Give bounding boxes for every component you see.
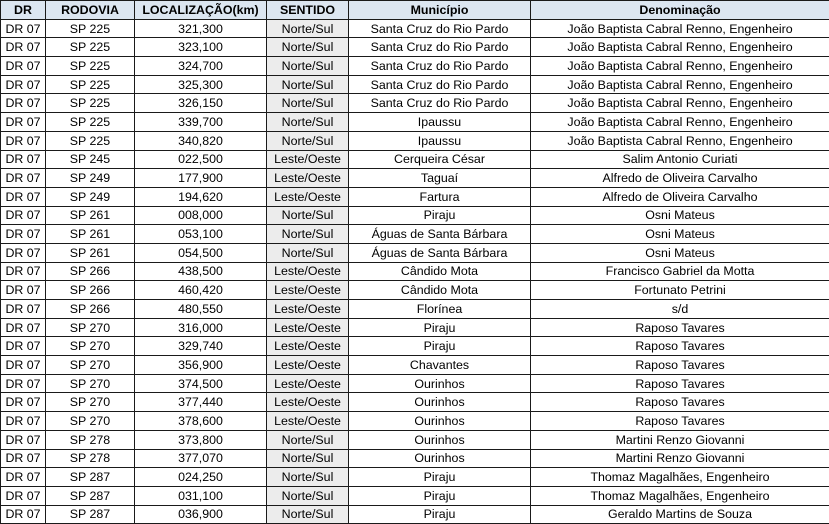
cell-sentido: Leste/Oeste (267, 281, 349, 300)
cell-rodovia: SP 261 (46, 206, 135, 225)
cell-municipio: Cândido Mota (349, 281, 531, 300)
cell-sentido: Leste/Oeste (267, 337, 349, 356)
cell-localizacao: 324,700 (135, 57, 267, 76)
cell-municipio: Piraju (349, 468, 531, 487)
cell-dr: DR 07 (1, 356, 46, 375)
table-row (1, 300, 829, 319)
cell-rodovia: SP 270 (46, 337, 135, 356)
table-row (1, 468, 829, 487)
cell-denominacao: Thomaz Magalhães, Engenheiro (531, 468, 829, 487)
cell-rodovia: SP 270 (46, 356, 135, 375)
cell-localizacao: 326,150 (135, 94, 267, 113)
cell-sentido: Norte/Sul (267, 113, 349, 132)
table-row (1, 337, 829, 356)
cell-dr: DR 07 (1, 262, 46, 281)
cell-localizacao: 325,300 (135, 75, 267, 94)
table-row (1, 243, 829, 262)
cell-sentido: Norte/Sul (267, 38, 349, 57)
header-municipio: Município (349, 1, 531, 20)
cell-sentido: Norte/Sul (267, 505, 349, 524)
cell-sentido: Leste/Oeste (267, 169, 349, 188)
header-dr: DR (1, 1, 46, 20)
cell-localizacao: 438,500 (135, 262, 267, 281)
table-row (1, 374, 829, 393)
cell-dr: DR 07 (1, 281, 46, 300)
table-row (1, 57, 829, 76)
cell-dr: DR 07 (1, 169, 46, 188)
cell-localizacao: 053,100 (135, 225, 267, 244)
cell-rodovia: SP 287 (46, 486, 135, 505)
cell-denominacao: Raposo Tavares (531, 412, 829, 431)
cell-rodovia: SP 225 (46, 75, 135, 94)
cell-localizacao: 374,500 (135, 374, 267, 393)
cell-sentido: Norte/Sul (267, 225, 349, 244)
cell-localizacao: 024,250 (135, 468, 267, 487)
cell-sentido: Norte/Sul (267, 75, 349, 94)
cell-sentido: Norte/Sul (267, 57, 349, 76)
cell-municipio: Santa Cruz do Rio Pardo (349, 38, 531, 57)
cell-rodovia: SP 287 (46, 505, 135, 524)
cell-municipio: Águas de Santa Bárbara (349, 243, 531, 262)
cell-sentido: Norte/Sul (267, 243, 349, 262)
cell-denominacao: Raposo Tavares (531, 318, 829, 337)
cell-localizacao: 356,900 (135, 356, 267, 375)
cell-dr: DR 07 (1, 131, 46, 150)
cell-municipio: Piraju (349, 206, 531, 225)
table-row (1, 412, 829, 431)
table-row (1, 393, 829, 412)
cell-sentido: Leste/Oeste (267, 262, 349, 281)
cell-rodovia: SP 225 (46, 19, 135, 38)
cell-localizacao: 022,500 (135, 150, 267, 169)
cell-denominacao: Francisco Gabriel da Motta (531, 262, 829, 281)
header-sentido: SENTIDO (267, 1, 349, 20)
table-row (1, 430, 829, 449)
cell-rodovia: SP 261 (46, 225, 135, 244)
cell-rodovia: SP 245 (46, 150, 135, 169)
cell-denominacao: João Baptista Cabral Renno, Engenheiro (531, 113, 829, 132)
cell-municipio: Santa Cruz do Rio Pardo (349, 19, 531, 38)
cell-rodovia: SP 278 (46, 430, 135, 449)
cell-denominacao: Osni Mateus (531, 225, 829, 244)
cell-denominacao: Martini Renzo Giovanni (531, 430, 829, 449)
cell-dr: DR 07 (1, 468, 46, 487)
table-row (1, 281, 829, 300)
table-row (1, 169, 829, 188)
cell-sentido: Norte/Sul (267, 206, 349, 225)
header-row (1, 1, 829, 20)
table-row (1, 113, 829, 132)
cell-denominacao: João Baptista Cabral Renno, Engenheiro (531, 94, 829, 113)
cell-sentido: Norte/Sul (267, 430, 349, 449)
cell-dr: DR 07 (1, 225, 46, 244)
cell-dr: DR 07 (1, 337, 46, 356)
cell-sentido: Leste/Oeste (267, 150, 349, 169)
cell-rodovia: SP 225 (46, 38, 135, 57)
cell-dr: DR 07 (1, 412, 46, 431)
cell-sentido: Leste/Oeste (267, 374, 349, 393)
cell-dr: DR 07 (1, 75, 46, 94)
table-row (1, 187, 829, 206)
cell-dr: DR 07 (1, 150, 46, 169)
cell-denominacao: João Baptista Cabral Renno, Engenheiro (531, 38, 829, 57)
cell-rodovia: SP 266 (46, 262, 135, 281)
cell-municipio: Taguaí (349, 169, 531, 188)
cell-dr: DR 07 (1, 449, 46, 468)
table-row (1, 505, 829, 524)
cell-denominacao: Raposo Tavares (531, 374, 829, 393)
cell-sentido: Leste/Oeste (267, 356, 349, 375)
cell-rodovia: SP 270 (46, 374, 135, 393)
cell-denominacao: João Baptista Cabral Renno, Engenheiro (531, 57, 829, 76)
table-row (1, 150, 829, 169)
cell-municipio: Santa Cruz do Rio Pardo (349, 57, 531, 76)
table-row (1, 131, 829, 150)
cell-localizacao: 316,000 (135, 318, 267, 337)
cell-municipio: Cerqueira César (349, 150, 531, 169)
cell-dr: DR 07 (1, 318, 46, 337)
cell-sentido: Leste/Oeste (267, 393, 349, 412)
cell-municipio: Ourinhos (349, 430, 531, 449)
cell-sentido: Leste/Oeste (267, 318, 349, 337)
cell-denominacao: Martini Renzo Giovanni (531, 449, 829, 468)
cell-sentido: Leste/Oeste (267, 187, 349, 206)
table-row (1, 262, 829, 281)
cell-sentido: Norte/Sul (267, 131, 349, 150)
cell-municipio: Fartura (349, 187, 531, 206)
table-row (1, 206, 829, 225)
cell-localizacao: 329,740 (135, 337, 267, 356)
cell-municipio: Ourinhos (349, 374, 531, 393)
cell-municipio: Ipaussu (349, 113, 531, 132)
cell-localizacao: 373,800 (135, 430, 267, 449)
cell-localizacao: 323,100 (135, 38, 267, 57)
cell-localizacao: 339,700 (135, 113, 267, 132)
cell-municipio: Santa Cruz do Rio Pardo (349, 75, 531, 94)
cell-denominacao: João Baptista Cabral Renno, Engenheiro (531, 75, 829, 94)
cell-rodovia: SP 225 (46, 57, 135, 76)
cell-rodovia: SP 225 (46, 131, 135, 150)
cell-denominacao: Geraldo Martins de Souza (531, 505, 829, 524)
cell-sentido: Leste/Oeste (267, 412, 349, 431)
table-row (1, 356, 829, 375)
cell-rodovia: SP 270 (46, 412, 135, 431)
cell-dr: DR 07 (1, 94, 46, 113)
cell-localizacao: 378,600 (135, 412, 267, 431)
table-row (1, 19, 829, 38)
cell-dr: DR 07 (1, 393, 46, 412)
cell-sentido: Leste/Oeste (267, 300, 349, 319)
header-rodovia: RODOVIA (46, 1, 135, 20)
cell-rodovia: SP 225 (46, 113, 135, 132)
cell-rodovia: SP 270 (46, 318, 135, 337)
cell-localizacao: 480,550 (135, 300, 267, 319)
cell-rodovia: SP 225 (46, 94, 135, 113)
table-row (1, 38, 829, 57)
cell-localizacao: 036,900 (135, 505, 267, 524)
cell-localizacao: 177,900 (135, 169, 267, 188)
cell-dr: DR 07 (1, 374, 46, 393)
cell-rodovia: SP 266 (46, 281, 135, 300)
cell-sentido: Norte/Sul (267, 468, 349, 487)
cell-denominacao: Raposo Tavares (531, 393, 829, 412)
cell-rodovia: SP 249 (46, 169, 135, 188)
table-row (1, 318, 829, 337)
cell-localizacao: 194,620 (135, 187, 267, 206)
cell-municipio: Águas de Santa Bárbara (349, 225, 531, 244)
cell-dr: DR 07 (1, 486, 46, 505)
cell-localizacao: 460,420 (135, 281, 267, 300)
cell-localizacao: 340,820 (135, 131, 267, 150)
cell-denominacao: s/d (531, 300, 829, 319)
cell-dr: DR 07 (1, 430, 46, 449)
cell-localizacao: 377,070 (135, 449, 267, 468)
table-row (1, 449, 829, 468)
cell-dr: DR 07 (1, 505, 46, 524)
cell-dr: DR 07 (1, 57, 46, 76)
cell-municipio: Ourinhos (349, 393, 531, 412)
cell-denominacao: Thomaz Magalhães, Engenheiro (531, 486, 829, 505)
cell-municipio: Ourinhos (349, 412, 531, 431)
cell-rodovia: SP 270 (46, 393, 135, 412)
cell-rodovia: SP 249 (46, 187, 135, 206)
cell-rodovia: SP 278 (46, 449, 135, 468)
table-body (1, 19, 829, 524)
cell-sentido: Norte/Sul (267, 94, 349, 113)
cell-sentido: Norte/Sul (267, 19, 349, 38)
cell-localizacao: 321,300 (135, 19, 267, 38)
table-row (1, 75, 829, 94)
cell-sentido: Norte/Sul (267, 449, 349, 468)
cell-denominacao: João Baptista Cabral Renno, Engenheiro (531, 19, 829, 38)
cell-denominacao: Raposo Tavares (531, 337, 829, 356)
cell-dr: DR 07 (1, 187, 46, 206)
cell-dr: DR 07 (1, 19, 46, 38)
cell-municipio: Chavantes (349, 356, 531, 375)
table-row (1, 94, 829, 113)
table-row (1, 225, 829, 244)
cell-denominacao: Osni Mateus (531, 243, 829, 262)
cell-denominacao: Alfredo de Oliveira Carvalho (531, 169, 829, 188)
cell-municipio: Piraju (349, 505, 531, 524)
cell-municipio: Piraju (349, 318, 531, 337)
cell-rodovia: SP 266 (46, 300, 135, 319)
cell-localizacao: 031,100 (135, 486, 267, 505)
cell-rodovia: SP 261 (46, 243, 135, 262)
cell-dr: DR 07 (1, 300, 46, 319)
cell-municipio: Florínea (349, 300, 531, 319)
cell-localizacao: 377,440 (135, 393, 267, 412)
cell-dr: DR 07 (1, 113, 46, 132)
cell-dr: DR 07 (1, 206, 46, 225)
cell-municipio: Piraju (349, 337, 531, 356)
table-row (1, 486, 829, 505)
cell-municipio: Cândido Mota (349, 262, 531, 281)
cell-denominacao: Fortunato Petrini (531, 281, 829, 300)
cell-denominacao: Alfredo de Oliveira Carvalho (531, 187, 829, 206)
cell-municipio: Ourinhos (349, 449, 531, 468)
cell-denominacao: João Baptista Cabral Renno, Engenheiro (531, 131, 829, 150)
cell-localizacao: 008,000 (135, 206, 267, 225)
cell-localizacao: 054,500 (135, 243, 267, 262)
cell-denominacao: Osni Mateus (531, 206, 829, 225)
cell-municipio: Santa Cruz do Rio Pardo (349, 94, 531, 113)
cell-dr: DR 07 (1, 243, 46, 262)
cell-municipio: Piraju (349, 486, 531, 505)
cell-rodovia: SP 287 (46, 468, 135, 487)
cell-denominacao: Raposo Tavares (531, 356, 829, 375)
header-localizacao: LOCALIZAÇÃO(km) (135, 1, 267, 20)
header-denominacao: Denominação (531, 1, 829, 20)
cell-sentido: Norte/Sul (267, 486, 349, 505)
cell-municipio: Ipaussu (349, 131, 531, 150)
cell-dr: DR 07 (1, 38, 46, 57)
cell-denominacao: Salim Antonio Curiati (531, 150, 829, 169)
